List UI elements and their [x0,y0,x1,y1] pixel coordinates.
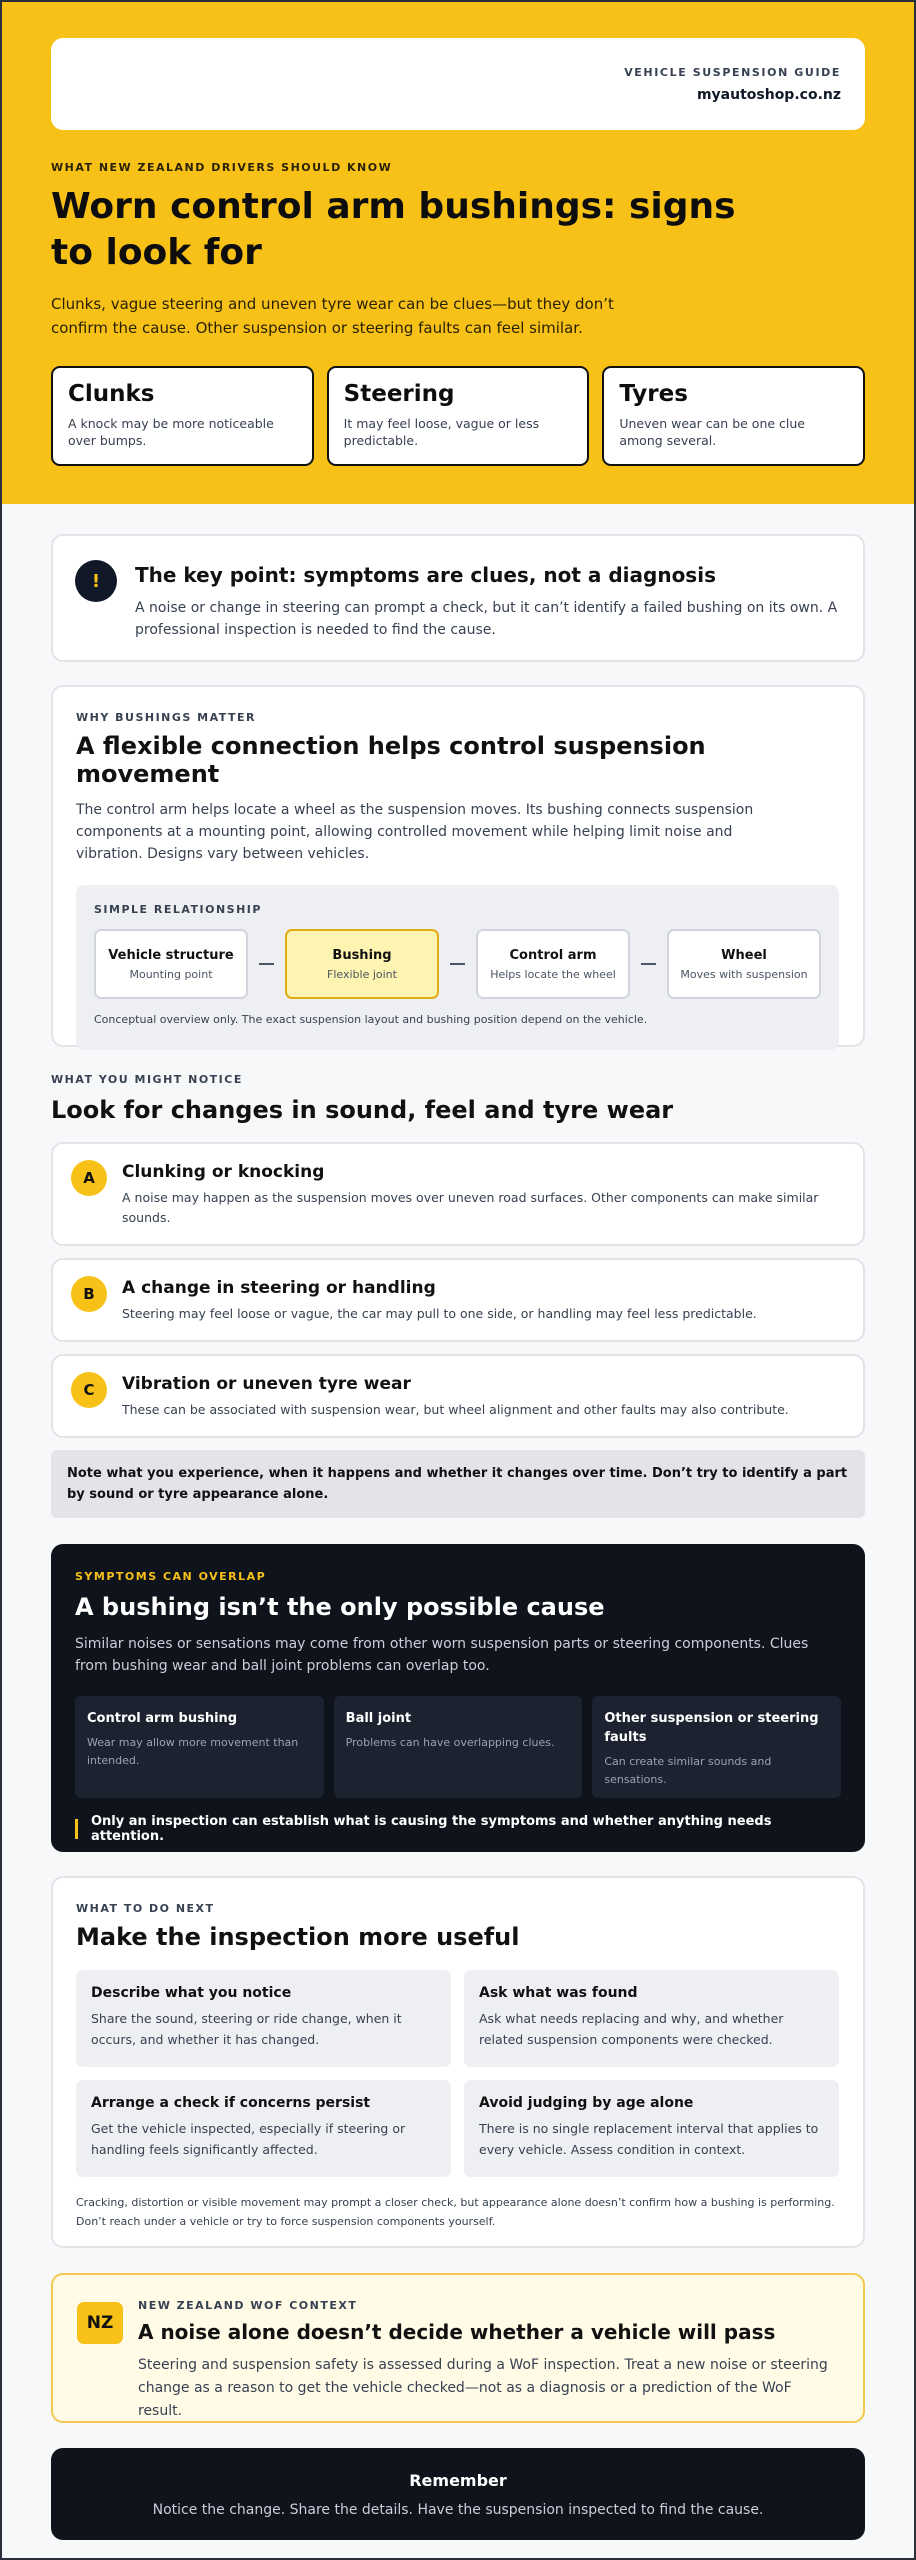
cause-text: Problems can have overlapping clues. [345,1736,555,1749]
next-step-title: Describe what you notice [91,1985,292,2001]
node-sub: Flexible joint [327,967,397,981]
next-step-arrange [76,2080,451,2177]
wof-eyebrow: NEW ZEALAND WOF CONTEXT [138,2299,358,2312]
symptom-text: A noise may happen as the suspension moves over uneven road surfaces. Other components can make similar sounds. [122,1190,819,1225]
connector-dash [248,963,285,965]
site-domain[interactable]: myautoshop.co.nz [696,86,841,103]
overlap-title: A bushing isn’t the only possible cause [75,1593,605,1621]
hero-card-clunks [51,366,314,466]
main-content [2,504,914,2540]
node-control-arm [476,929,630,999]
notice-section [51,1073,865,1518]
hero-card-text: Uneven wear can be one clue among several. [619,416,805,448]
connector-dash [439,963,476,965]
cause-cell-control-arm-bushing [75,1696,324,1798]
overlap-section [51,1544,865,1852]
cause-cell-other-faults [592,1696,841,1798]
next-title: Make the inspection more useful [76,1923,520,1951]
hero-eyebrow: WHAT NEW ZEALAND DRIVERS SHOULD KNOW [51,161,393,174]
why-title: A flexible connection helps control suspension movement [76,732,706,788]
next-step-title: Avoid judging by age alone [479,2095,694,2111]
node-sub: Moves with suspension [680,967,808,981]
node-sub: Helps locate the wheel [490,967,616,981]
node-sub: Mounting point [129,967,213,981]
symptom-item [51,1142,865,1246]
node-bushing [285,929,439,999]
connector-dash [630,963,667,965]
key-point-title: The key point: symptoms are clues, not a diagnosis [135,563,716,587]
symptom-item [51,1354,865,1438]
wof-context-card [51,2273,865,2423]
hero-card-title: Tyres [619,381,688,407]
cause-title: Control arm bushing [87,1711,238,1726]
symptom-item [51,1258,865,1342]
key-point-text: A noise or change in steering can prompt a check, but it can’t identify a failed bushing on its own. A professional inspection is needed to find the cause. [135,600,838,638]
remember-text: Notice the change. Share the details. Have the suspension inspected to find the cause. [152,2501,764,2518]
overlap-eyebrow: SYMPTOMS CAN OVERLAP [75,1570,267,1583]
nz-badge: NZ [77,2302,123,2344]
next-step-avoid [464,2080,839,2177]
node-name: Wheel [721,947,767,963]
cause-title: Other suspension or steering faults [604,1711,819,1745]
symptom-text: Steering may feel loose or vague, the car may pull to one side, or handling may feel less predictable. [122,1306,757,1321]
remember-banner [51,2448,865,2540]
guide-label: VEHICLE SUSPENSION GUIDE [624,65,841,79]
symptom-text: These can be associated with suspension wear, but wheel alignment and other faults may also contribute. [122,1402,789,1417]
cause-text: Can create similar sounds and sensations. [604,1755,772,1786]
symptom-title: Vibration or uneven tyre wear [122,1374,411,1394]
hero-card-tyres [602,366,865,466]
node-vehicle-structure [94,929,248,999]
page-title: Worn control arm bushings: signs to look for [51,186,736,273]
wof-text: Steering and suspension safety is assessed during a WoF inspection. Treat a new noise or steering change as a reason to get the vehicle checked—not as a diagnosis or a prediction of the WoF result. [138,2357,828,2419]
hero-section [2,2,914,504]
hero-subtitle: Clunks, vague steering and uneven tyre wear can be clues—but they don’t confirm the cause. Other suspension or steering faults can feel similar. [51,295,614,337]
node-name: Control arm [509,947,597,963]
node-name: Vehicle structure [108,947,234,963]
overlap-callout-text: Only an inspection can establish what is causing the symptoms and whether anything needs attention. [90,1814,772,1844]
symptom-title: A change in steering or handling [122,1278,436,1298]
next-step-text: There is no single replacement interval that applies to every vehicle. Assess condition in context. [479,2121,819,2157]
hero-card-text: A knock may be more noticeable over bumps. [68,416,274,448]
cause-text: Wear may allow more movement than intended. [87,1736,299,1767]
symptom-badge: A [71,1160,107,1196]
next-step-title: Arrange a check if concerns persist [91,2095,371,2111]
overlap-text: Similar noises or sensations may come from other worn suspension parts or steering components. Clues from bushing wear and ball joint problems can overlap too. [75,1636,809,1674]
exclamation-icon: ! [75,560,117,602]
hero-cards [51,366,865,466]
why-eyebrow: WHY BUSHINGS MATTER [76,711,257,724]
relationship-diagram [76,885,839,1050]
next-step-title: Ask what was found [479,1985,638,2001]
wof-title: A noise alone doesn’t decide whether a vehicle will pass [138,2320,776,2344]
hero-card-title: Steering [343,381,455,407]
brand-header [51,38,865,130]
remember-title: Remember [409,2470,507,2490]
key-point-card [51,534,865,662]
hero-card-steering [327,366,590,466]
next-step-describe [76,1970,451,2067]
symptom-badge: C [71,1372,107,1408]
callout-accent-bar [75,1819,78,1839]
symptom-title: Clunking or knocking [122,1162,325,1182]
node-wheel [667,929,821,999]
next-step-text: Get the vehicle inspected, especially if steering or handling feels significantly affected. [91,2121,406,2157]
why-bushings-card [51,685,865,1047]
node-name: Bushing [332,947,392,963]
cause-title: Ball joint [345,1711,412,1726]
next-step-ask [464,1970,839,2067]
symptom-badge: B [71,1276,107,1312]
relationship-label: SIMPLE RELATIONSHIP [94,903,262,916]
hero-card-text: It may feel loose, vague or less predictable. [343,416,540,448]
notice-tip: Note what you experience, when it happens and whether it changes over time. Don’t try to identify a part by sound or tyre appearance alone. [51,1450,865,1518]
next-step-text: Ask what needs replacing and why, and whether related suspension components were checked. [479,2011,784,2047]
next-steps-card [51,1876,865,2248]
next-step-text: Share the sound, steering or ride change, when it occurs, and whether it has changed. [91,2011,402,2047]
notice-title: Look for changes in sound, feel and tyre wear [51,1096,674,1124]
notice-eyebrow: WHAT YOU MIGHT NOTICE [51,1073,243,1086]
hero-card-title: Clunks [68,381,155,407]
next-note: Cracking, distortion or visible movement may prompt a closer check, but appearance alone doesn’t confirm how a bushing is performing. Don’t reach under a vehicle or try to force suspension components yourself. [76,2196,835,2228]
next-eyebrow: WHAT TO DO NEXT [76,1902,215,1915]
cause-cell-ball-joint [334,1696,583,1798]
overlap-callout [75,1814,841,1844]
relationship-note: Conceptual overview only. The exact suspension layout and bushing position depend on the vehicle. [94,1013,648,1026]
why-text: The control arm helps locate a wheel as the suspension moves. Its bushing connects suspension components at a mounting point, allowing controlled movement while helping limit noise and vibration. Designs vary between vehicles. [76,802,754,862]
